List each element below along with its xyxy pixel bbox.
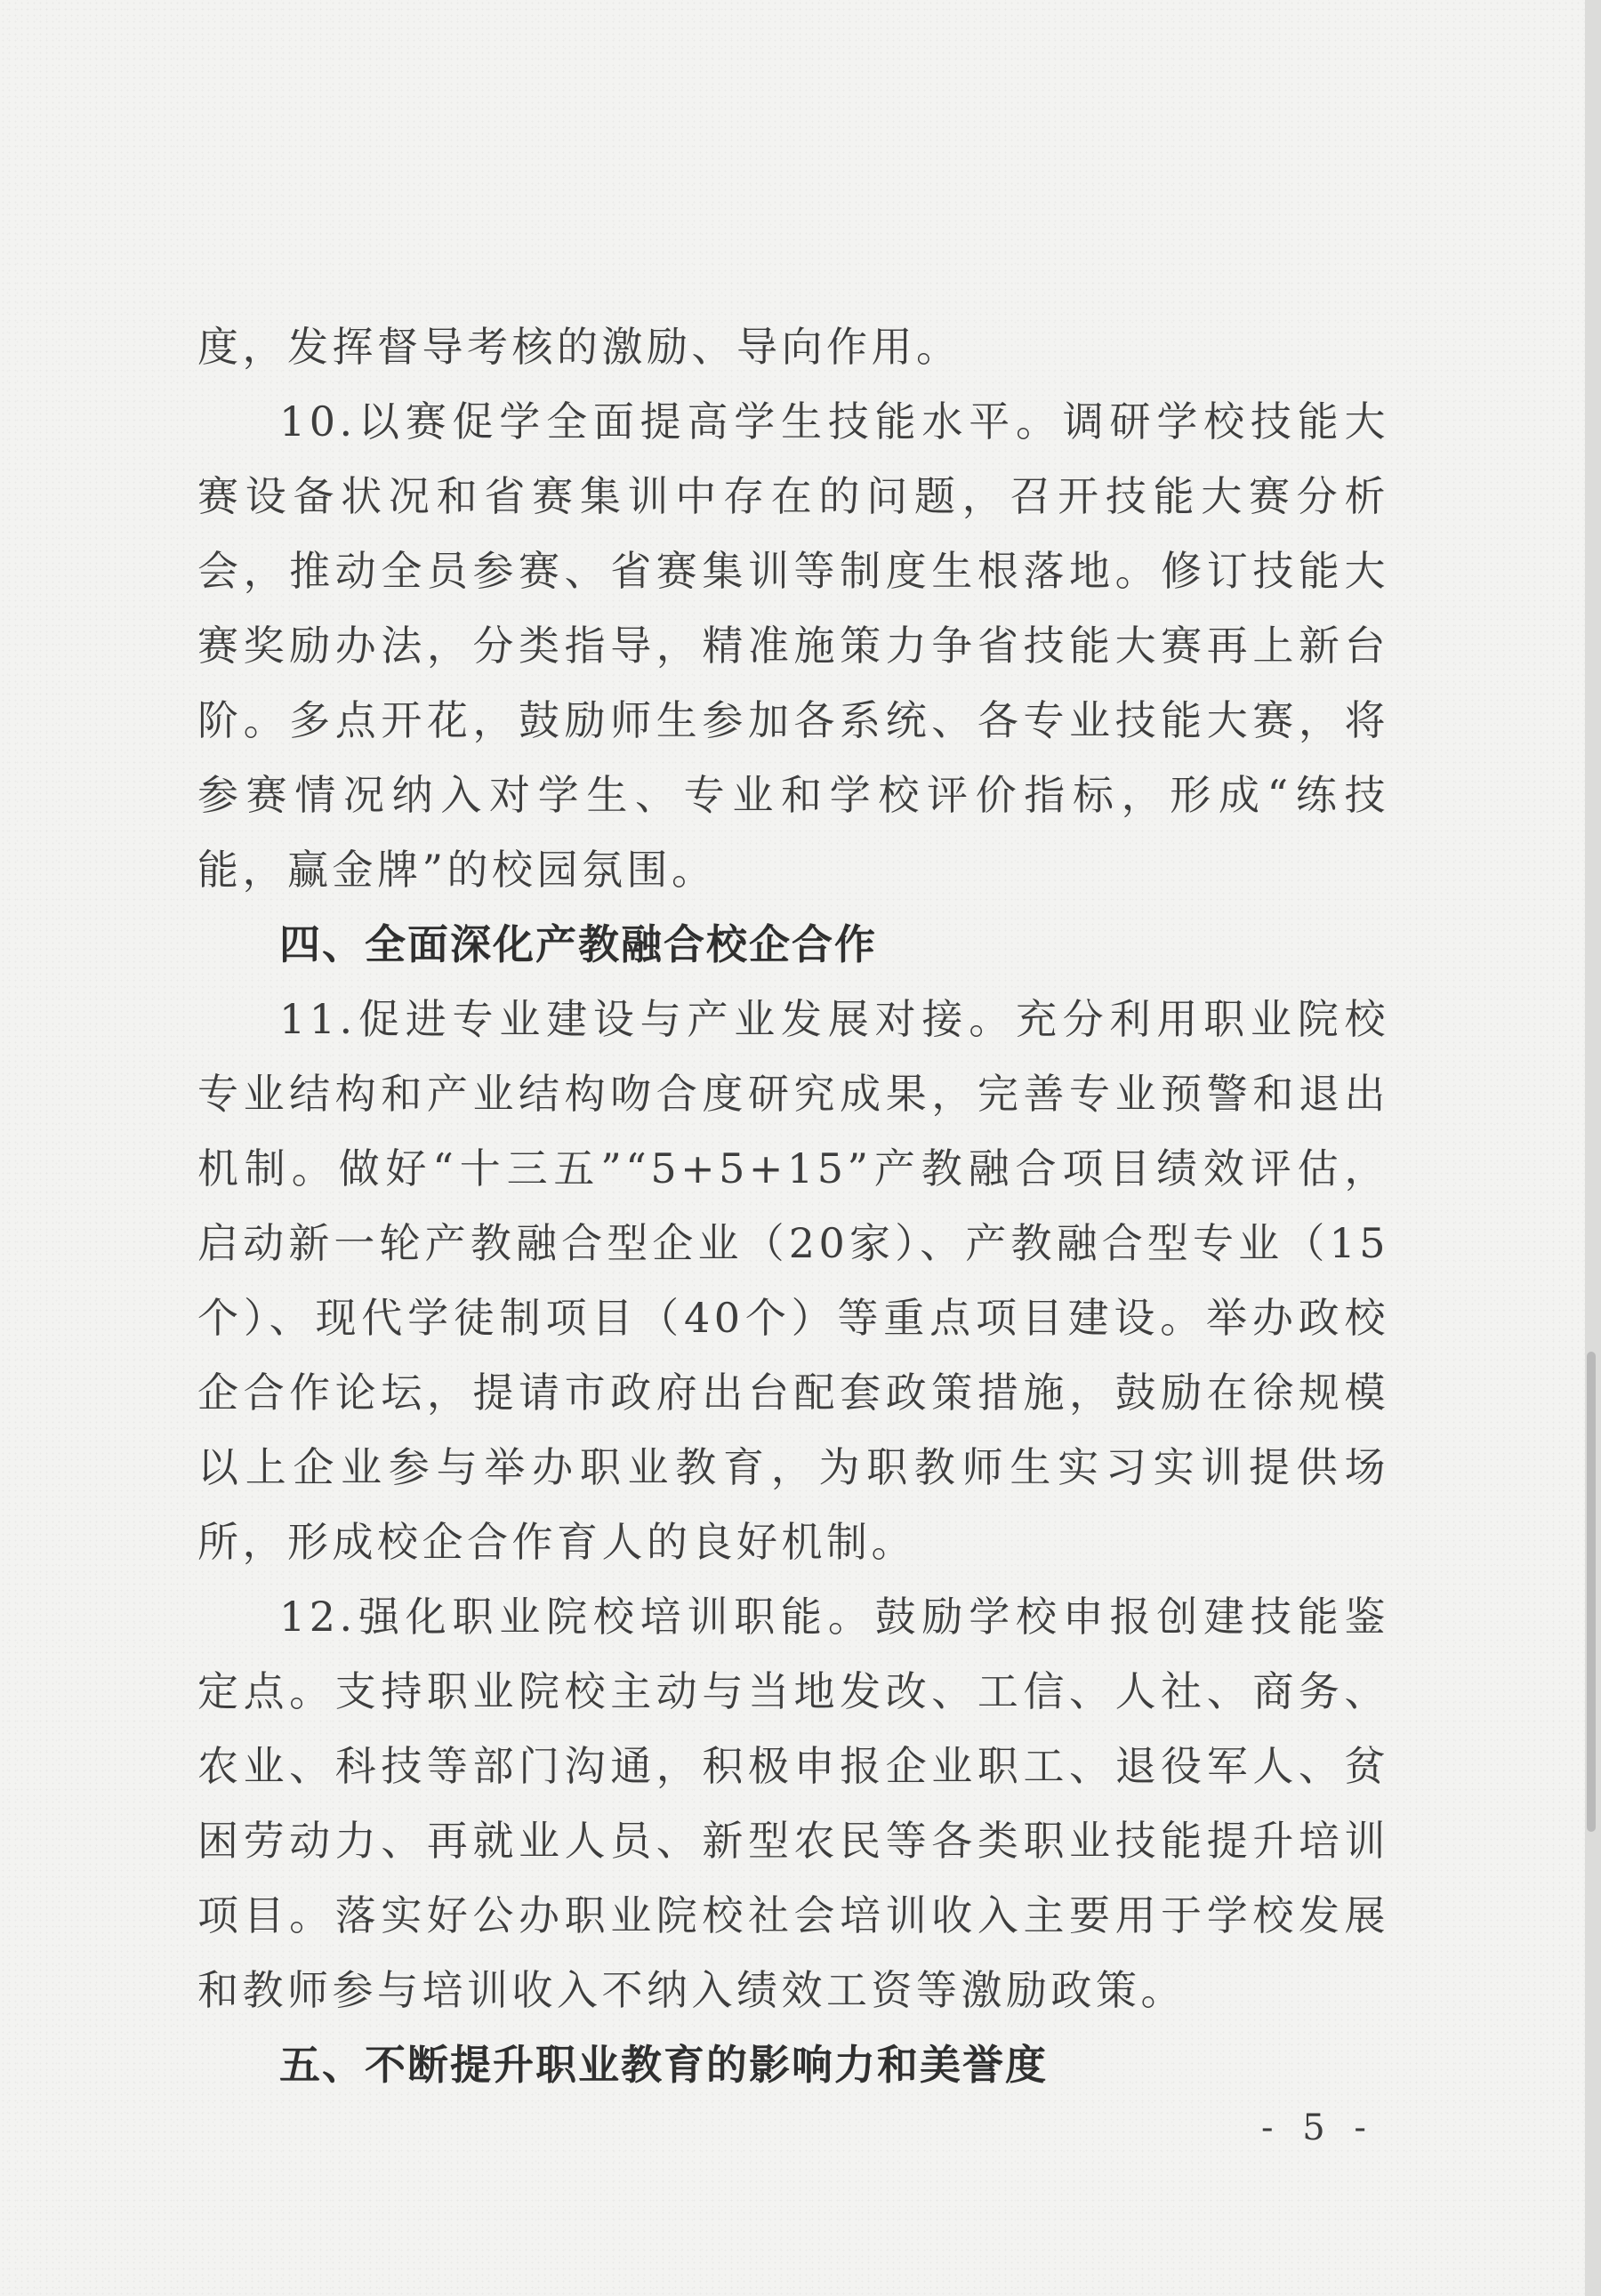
- paragraph-item-12: 12.强化职业院校培训职能。鼓励学校申报创建技能鉴定点。支持职业院校主动与当地发改、工信、人社、商务、农业、科技等部门沟通，积极申报企业职工、退役军人、贫困劳动力、再就业人员、新型农民等各类职业技能提升培训项目。落实好公办职业院校社会培训收入主要用于学校发展和教师参与培训收入不纳入绩效工资等激励政策。: [197, 1593, 1389, 2014]
- section-heading-4: 四、全面深化产教融合校企合作: [279, 920, 877, 968]
- viewer-edge: [1585, 0, 1601, 2296]
- paragraph-item-11: 11.促进专业建设与产业发展对接。充分利用职业院校专业结构和产业结构吻合度研究成果，完善专业预警和退出机制。做好“十三五”“5+5+15”产教融合项目绩效评估，启动新一轮产教融合型企业（20家）、产教融合型专业（15个）、现代学徒制项目（40个）等重点项目建设。举办政校企合作论坛，提请市政府出台配套政策措施，鼓励在徐规模以上企业参与举办职业教育，为职教师生实习实训提供场所，形成校企合作育人的良好机制。: [197, 995, 1389, 1566]
- section-heading-5: 五、不断提升职业教育的影响力和美誉度: [279, 2041, 1048, 2089]
- paragraph-item-10: 10.以赛促学全面提高学生技能水平。调研学校技能大赛设备状况和省赛集训中存在的问题，召开技能大赛分析会，推动全员参赛、省赛集训等制度生根落地。修订技能大赛奖励办法，分类指导，精准施策力争省技能大赛再上新台阶。多点开花，鼓励师生参加各系统、各专业技能大赛，将参赛情况纳入对学生、专业和学校评价指标，形成“练技能，赢金牌”的校园氛围。: [197, 397, 1389, 894]
- document-body: [197, 309, 1389, 2102]
- vertical-scrollbar[interactable]: [1587, 1352, 1596, 1832]
- page-number: - 5 -: [1261, 2107, 1375, 2148]
- paragraph-continuation: 度，发挥督导考核的激励、导向作用。: [197, 323, 961, 371]
